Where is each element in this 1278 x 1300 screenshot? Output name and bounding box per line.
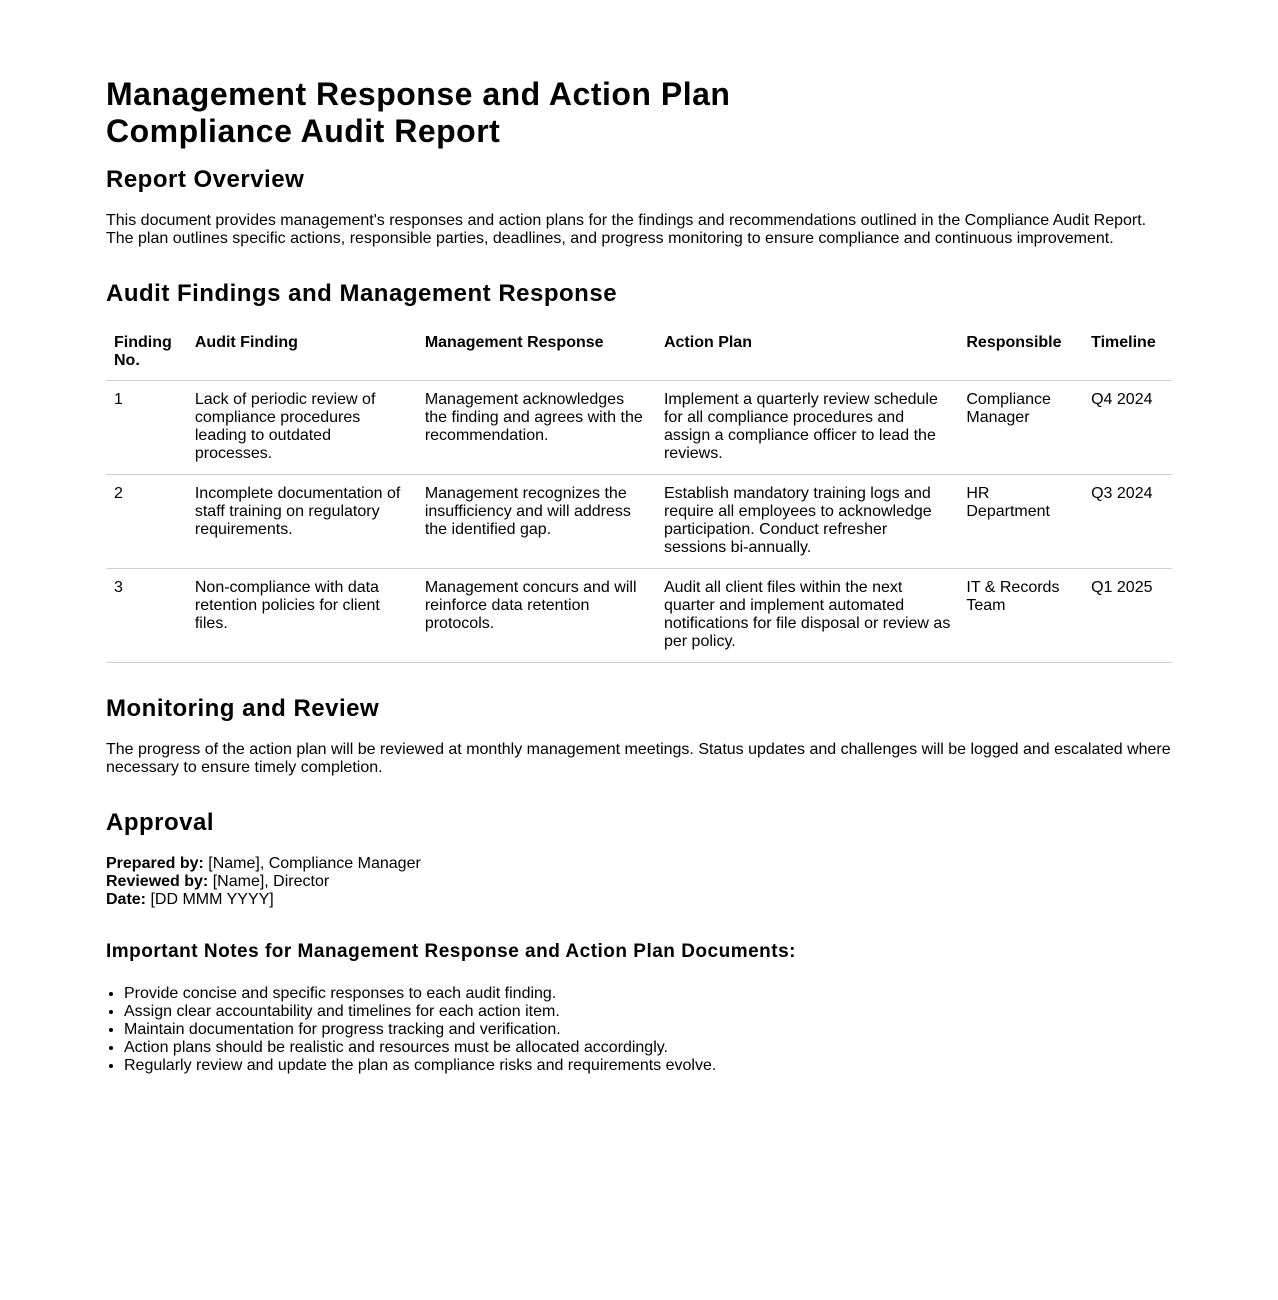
cell-action-plan: Establish mandatory training logs and require all employees to acknowledge participation. Conduct refresher sessions bi-annually. — [656, 475, 958, 569]
table-header-row — [106, 326, 1172, 381]
cell-management-response: Management acknowledges the finding and agrees with the recommendation. — [417, 381, 656, 475]
cell-responsible: IT & Records Team — [958, 569, 1083, 663]
approval-date-line — [106, 891, 1172, 909]
reviewed-by-value: [Name], Director — [208, 873, 330, 890]
header-audit-finding: Audit Finding — [187, 326, 417, 381]
title-line-2: Compliance Audit Report — [106, 113, 501, 149]
cell-responsible: HR Department — [958, 475, 1083, 569]
cell-finding-no: 2 — [106, 475, 187, 569]
notes-heading: Important Notes for Management Response and Action Plan Documents: — [106, 941, 796, 962]
notes-list — [106, 985, 1172, 1075]
cell-management-response: Management recognizes the insufficiency and will address the identified gap. — [417, 475, 656, 569]
list-item: • Maintain documentation for progress tracking and verification. — [124, 1021, 1172, 1039]
findings-table — [106, 326, 1172, 663]
header-finding-no: Finding No. — [106, 326, 187, 381]
prepared-by-value: [Name], Compliance Manager — [203, 855, 421, 872]
findings-heading: Audit Findings and Management Response — [106, 280, 618, 307]
overview-heading: Report Overview — [106, 166, 305, 193]
list-item: • Action plans should be realistic and resources must be allocated accordingly. — [124, 1039, 1172, 1057]
header-responsible: Responsible — [958, 326, 1083, 381]
approval-block — [106, 855, 1172, 909]
cell-action-plan: Audit all client files within the next quarter and implement automated notifications for file disposal or review as per policy. — [656, 569, 958, 663]
monitoring-text: The progress of the action plan will be reviewed at monthly management meetings. Status updates and challenges will be logged and escalated where necessary to ensure timely completion. — [106, 741, 1171, 776]
cell-audit-finding: Non-compliance with data retention policies for client files. — [187, 569, 417, 663]
cell-finding-no: 1 — [106, 381, 187, 475]
cell-audit-finding: Incomplete documentation of staff training on regulatory requirements. — [187, 475, 417, 569]
table-row — [106, 381, 1172, 475]
title-line-1: Management Response and Action Plan — [106, 76, 731, 112]
cell-action-plan: Implement a quarterly review schedule for all compliance procedures and assign a compliance officer to lead the reviews. — [656, 381, 958, 475]
cell-responsible: Compliance Manager — [958, 381, 1083, 475]
table-row — [106, 569, 1172, 663]
date-label: Date: — [106, 891, 147, 908]
date-value: [DD MMM YYYY] — [146, 891, 274, 908]
approval-reviewed-line — [106, 873, 1172, 891]
header-management-response: Management Response — [417, 326, 656, 381]
overview-text: This document provides management's responses and action plans for the findings and recommendations outlined in the Compliance Audit Report. The plan outlines specific actions, responsible parties, deadlines, and progress monitoring to ensure compliance and continuous improvement. — [106, 212, 1147, 247]
monitoring-heading: Monitoring and Review — [106, 695, 380, 722]
document-title — [106, 76, 1172, 150]
cell-management-response: Management concurs and will reinforce data retention protocols. — [417, 569, 656, 663]
list-item: • Regularly review and update the plan as compliance risks and requirements evolve. — [124, 1057, 1172, 1075]
prepared-by-label: Prepared by: — [106, 855, 204, 872]
cell-audit-finding: Lack of periodic review of compliance procedures leading to outdated processes. — [187, 381, 417, 475]
cell-finding-no: 3 — [106, 569, 187, 663]
cell-timeline: Q1 2025 — [1083, 569, 1172, 663]
list-item: • Assign clear accountability and timelines for each action item. — [124, 1003, 1172, 1021]
cell-timeline: Q3 2024 — [1083, 475, 1172, 569]
approval-heading: Approval — [106, 809, 215, 836]
reviewed-by-label: Reviewed by: — [106, 873, 209, 890]
table-row — [106, 475, 1172, 569]
cell-timeline: Q4 2024 — [1083, 381, 1172, 475]
list-item: • Provide concise and specific responses to each audit finding. — [124, 985, 1172, 1003]
header-action-plan: Action Plan — [656, 326, 958, 381]
header-timeline: Timeline — [1083, 326, 1172, 381]
approval-prepared-line — [106, 855, 1172, 873]
